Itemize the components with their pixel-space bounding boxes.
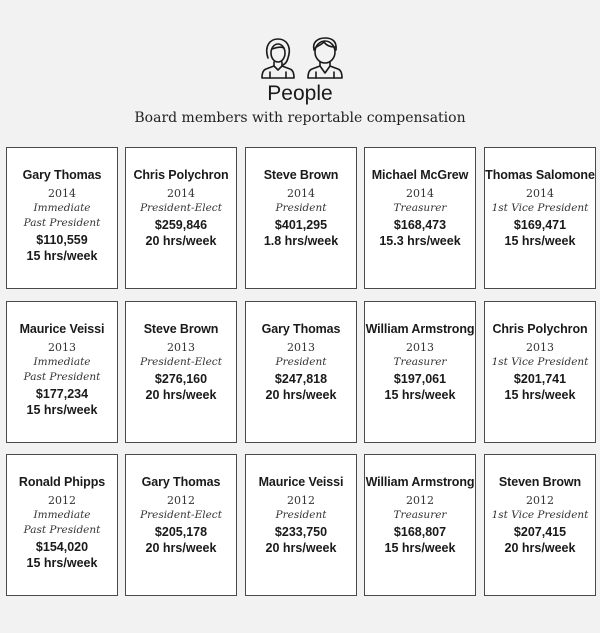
member-compensation: $177,234: [35, 387, 89, 401]
member-hours: 20 hrs/week: [145, 234, 217, 248]
member-year: 2014: [287, 187, 315, 200]
member-compensation: $233,750: [274, 525, 328, 539]
member-name: Maurice Veissi: [19, 322, 105, 336]
member-hours: 15 hrs/week: [384, 541, 456, 555]
member-name: Steven Brown: [498, 475, 582, 489]
member-card: [484, 301, 596, 443]
member-role: President: [275, 202, 327, 214]
people-icons: [258, 36, 348, 82]
woman-icon: [262, 39, 294, 78]
member-hours: 15 hrs/week: [26, 556, 98, 570]
board-members-grid: [6, 147, 600, 633]
member-year: 2012: [287, 494, 315, 507]
member-hours: 15 hrs/week: [384, 388, 456, 402]
page-title: People: [267, 82, 333, 105]
member-name: Maurice Veissi: [258, 475, 344, 489]
member-hours: 20 hrs/week: [265, 388, 337, 402]
member-role: 1st Vice President: [491, 202, 589, 214]
member-hours: 15 hrs/week: [504, 388, 576, 402]
member-compensation: $168,807: [393, 525, 447, 539]
member-compensation: $197,061: [393, 372, 447, 386]
member-role: 1st Vice President: [491, 509, 589, 521]
member-compensation: $247,818: [274, 372, 328, 386]
member-card: [6, 301, 118, 443]
member-card: [125, 454, 237, 596]
member-compensation: $205,178: [154, 525, 208, 539]
page-subtitle: Board members with reportable compensation: [134, 110, 466, 126]
member-hours: 20 hrs/week: [145, 388, 217, 402]
member-role: President-Elect: [140, 202, 222, 214]
member-card: [125, 147, 237, 289]
member-hours: 20 hrs/week: [265, 541, 337, 555]
member-year: 2012: [48, 494, 76, 507]
member-compensation: $259,846: [154, 218, 208, 232]
member-year: 2014: [48, 187, 76, 200]
member-card: [484, 147, 596, 289]
member-compensation: $207,415: [513, 525, 567, 539]
member-role: President-Elect: [140, 356, 222, 368]
member-hours: 20 hrs/week: [504, 541, 576, 555]
member-role: Treasurer: [393, 356, 447, 368]
member-card: [245, 147, 357, 289]
member-year: 2013: [48, 341, 76, 354]
member-name: Gary Thomas: [22, 168, 102, 182]
member-name: Gary Thomas: [261, 322, 341, 336]
member-name: Chris Polychron: [492, 322, 588, 336]
member-card: [364, 301, 476, 443]
member-year: 2013: [167, 341, 195, 354]
member-year: 2014: [167, 187, 195, 200]
member-year: 2012: [526, 494, 554, 507]
member-compensation: $169,471: [513, 218, 567, 232]
member-name: Steve Brown: [143, 322, 219, 336]
member-card: [484, 454, 596, 596]
member-name: Ronald Phipps: [18, 475, 106, 489]
member-hours: 1.8 hrs/week: [263, 234, 339, 248]
member-name: William Armstrong: [365, 475, 475, 489]
member-role: President: [275, 509, 327, 521]
member-hours: 15 hrs/week: [26, 249, 98, 263]
member-role: Immediate Past President: [23, 202, 101, 229]
member-card: [245, 301, 357, 443]
member-card: [364, 454, 476, 596]
member-name: William Armstrong: [365, 322, 475, 336]
member-name: Gary Thomas: [141, 475, 221, 489]
member-role: Treasurer: [393, 202, 447, 214]
member-year: 2014: [406, 187, 434, 200]
member-card: [364, 147, 476, 289]
member-year: 2012: [406, 494, 434, 507]
member-year: 2013: [287, 341, 315, 354]
member-hours: 15 hrs/week: [504, 234, 576, 248]
member-role: Immediate Past President: [23, 356, 101, 383]
member-hours: 15.3 hrs/week: [379, 234, 461, 248]
member-card: [125, 301, 237, 443]
man-icon: [308, 38, 342, 78]
member-compensation: $401,295: [274, 218, 328, 232]
member-role: Immediate Past President: [23, 509, 101, 536]
member-compensation: $276,160: [154, 372, 208, 386]
member-card: [6, 454, 118, 596]
member-name: Thomas Salomone: [485, 168, 595, 182]
member-compensation: $154,020: [35, 540, 89, 554]
member-name: Chris Polychron: [133, 168, 229, 182]
member-role: Treasurer: [393, 509, 447, 521]
member-year: 2013: [526, 341, 554, 354]
member-name: Steve Brown: [263, 168, 339, 182]
member-year: 2014: [526, 187, 554, 200]
member-compensation: $168,473: [393, 218, 447, 232]
member-role: President-Elect: [140, 509, 222, 521]
member-card: [245, 454, 357, 596]
member-compensation: $201,741: [513, 372, 567, 386]
member-role: 1st Vice President: [491, 356, 589, 368]
member-hours: 20 hrs/week: [145, 541, 217, 555]
member-year: 2013: [406, 341, 434, 354]
member-card: [6, 147, 118, 289]
member-year: 2012: [167, 494, 195, 507]
member-name: Michael McGrew: [371, 168, 469, 182]
member-compensation: $110,559: [36, 233, 88, 247]
member-hours: 15 hrs/week: [26, 403, 98, 417]
member-role: President: [275, 356, 327, 368]
